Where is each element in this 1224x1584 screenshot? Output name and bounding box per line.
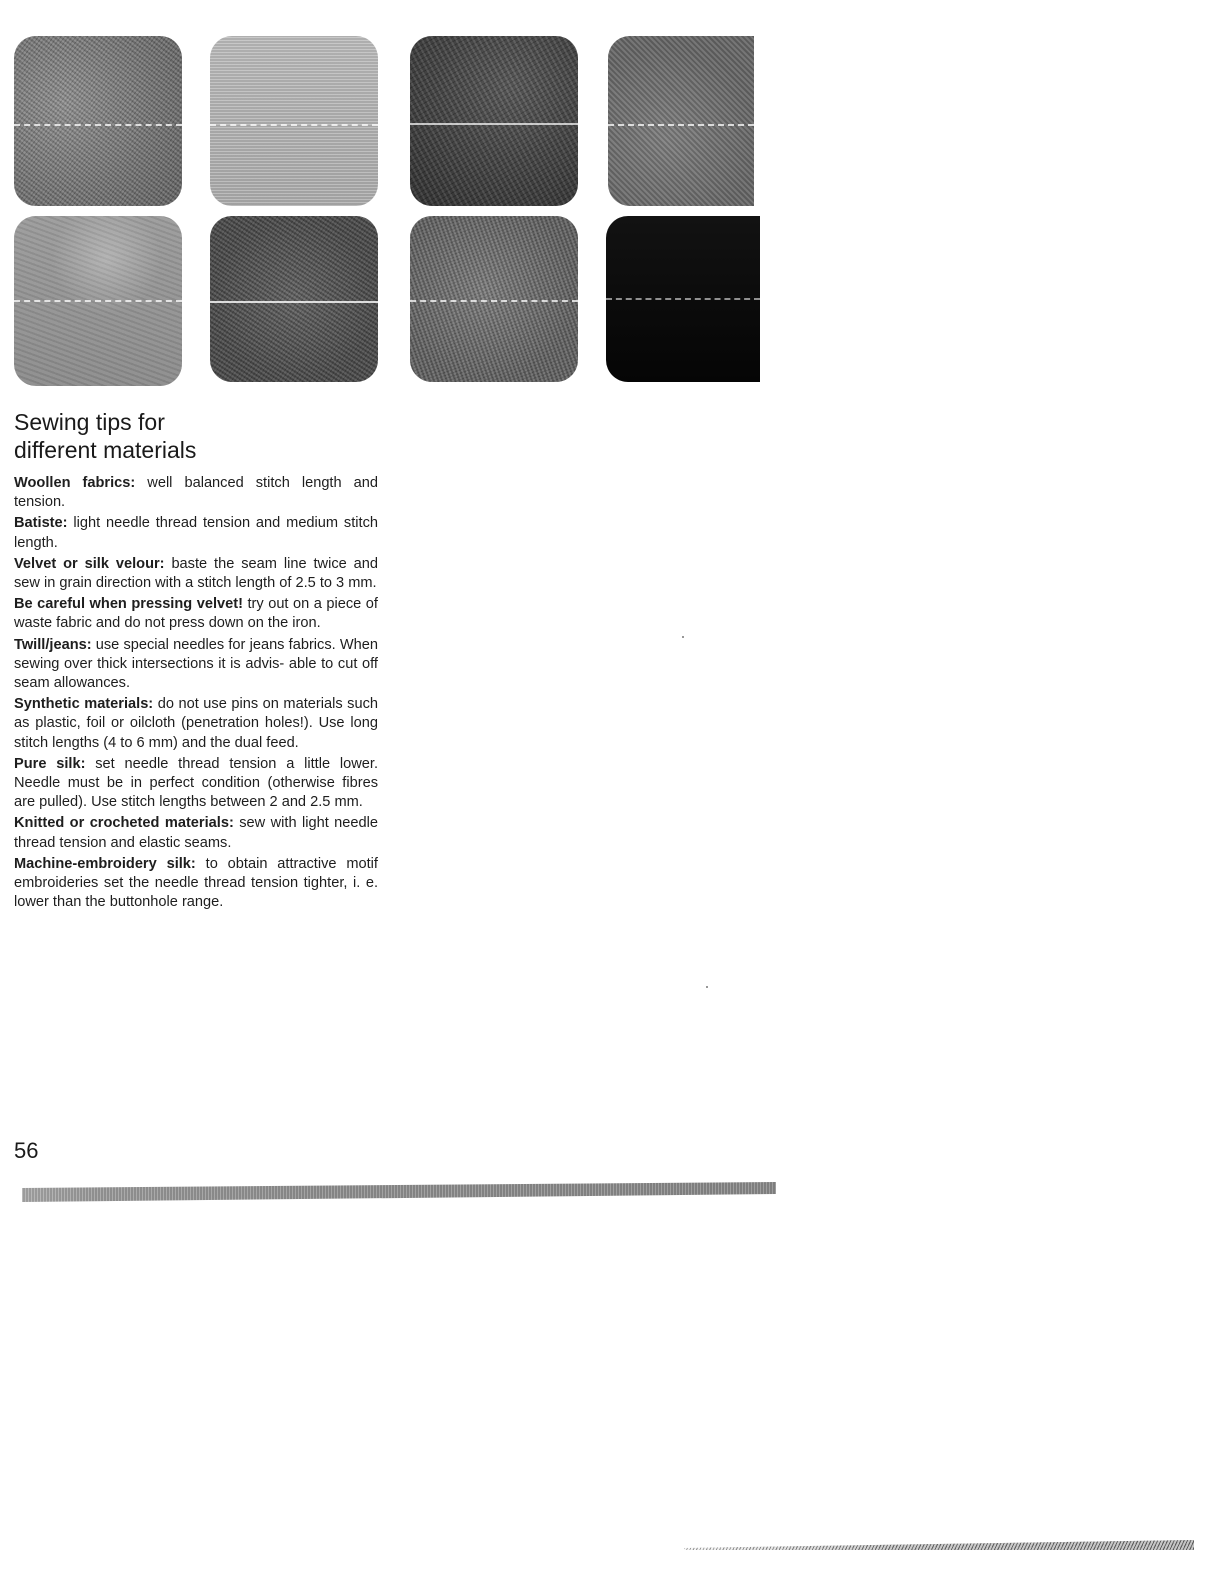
tip-text: set needle thread tension a little lower. Needle must be in perfect condition (otherwise fibres are pulled). Use stitch lengths between 2 and 2.5 mm. bbox=[14, 755, 378, 811]
tip-twill-jeans bbox=[0, 636, 378, 694]
tip-term: Batiste: bbox=[14, 515, 68, 532]
tip-text: try out on a piece of waste fabric and do not press down on the iron. bbox=[14, 596, 378, 632]
fabric-swatch-silk bbox=[210, 216, 378, 382]
fabric-swatch-embroidery bbox=[606, 216, 760, 382]
tip-text: to obtain attractive motif embroideries set the needle thread tension tighter, i. e. lower than the buttonhole range. bbox=[14, 855, 378, 911]
page-number: 56 bbox=[14, 1138, 39, 1163]
tip-pressing-velvet bbox=[0, 595, 378, 633]
tip-term: Knitted or crocheted materials: bbox=[14, 815, 234, 832]
tip-term: Be careful when pressing velvet! bbox=[14, 596, 243, 613]
tip-text: sew with light needle thread tension and elastic seams. bbox=[14, 815, 378, 851]
tip-synthetic bbox=[0, 695, 378, 753]
footer-bar bbox=[22, 1182, 776, 1202]
tip-text: use special needles for jeans fabrics. When sewing over thick intersections it is advis- able to cut off seam allowances. bbox=[14, 636, 378, 692]
tip-woollen bbox=[0, 474, 378, 512]
tip-text: baste the seam line twice and sew in grain direction with a stitch length of 2.5 to 3 mm. bbox=[14, 555, 378, 592]
scan-speck bbox=[682, 636, 684, 638]
tip-term: Synthetic materials: bbox=[14, 696, 154, 713]
tip-term: Twill/jeans: bbox=[14, 636, 92, 653]
tip-term: Pure silk: bbox=[14, 755, 86, 772]
tip-term: Machine-embroidery silk: bbox=[14, 855, 196, 872]
fabric-swatch-woollen bbox=[14, 36, 182, 206]
fabric-swatch-batiste bbox=[210, 36, 378, 206]
fabric-swatch-twill bbox=[608, 36, 754, 206]
tip-velvet bbox=[0, 555, 378, 593]
page-title bbox=[0, 408, 378, 464]
tip-text: light needle thread tension and medium stitch length. bbox=[14, 515, 378, 551]
tip-pure-silk bbox=[0, 755, 378, 813]
tip-term: Velvet or silk velour: bbox=[14, 555, 165, 572]
tip-text: do not use pins on materials such as plastic, foil or oilcloth (penetration holes!). Use long stitch lengths (4 to 6 mm) and the dual feed. bbox=[14, 696, 378, 751]
tip-batiste bbox=[0, 514, 378, 552]
fabric-swatch-velvet bbox=[410, 36, 578, 206]
tip-embroidery-silk bbox=[0, 855, 378, 913]
tip-term: Woollen fabrics: bbox=[14, 475, 136, 491]
title-line-1: Sewing tips for bbox=[14, 409, 165, 435]
sewing-tips-section bbox=[0, 408, 378, 914]
bottom-scan-strip bbox=[684, 1540, 1194, 1550]
fabric-swatch-synthetic bbox=[14, 216, 182, 386]
tip-text: well balanced stitch length and tension. bbox=[14, 475, 378, 511]
scan-speck bbox=[706, 986, 708, 988]
tip-knitted bbox=[0, 814, 378, 852]
title-line-2: different materials bbox=[14, 437, 197, 463]
fabric-swatch-grid bbox=[14, 36, 760, 388]
fabric-swatch-knitted bbox=[410, 216, 578, 382]
